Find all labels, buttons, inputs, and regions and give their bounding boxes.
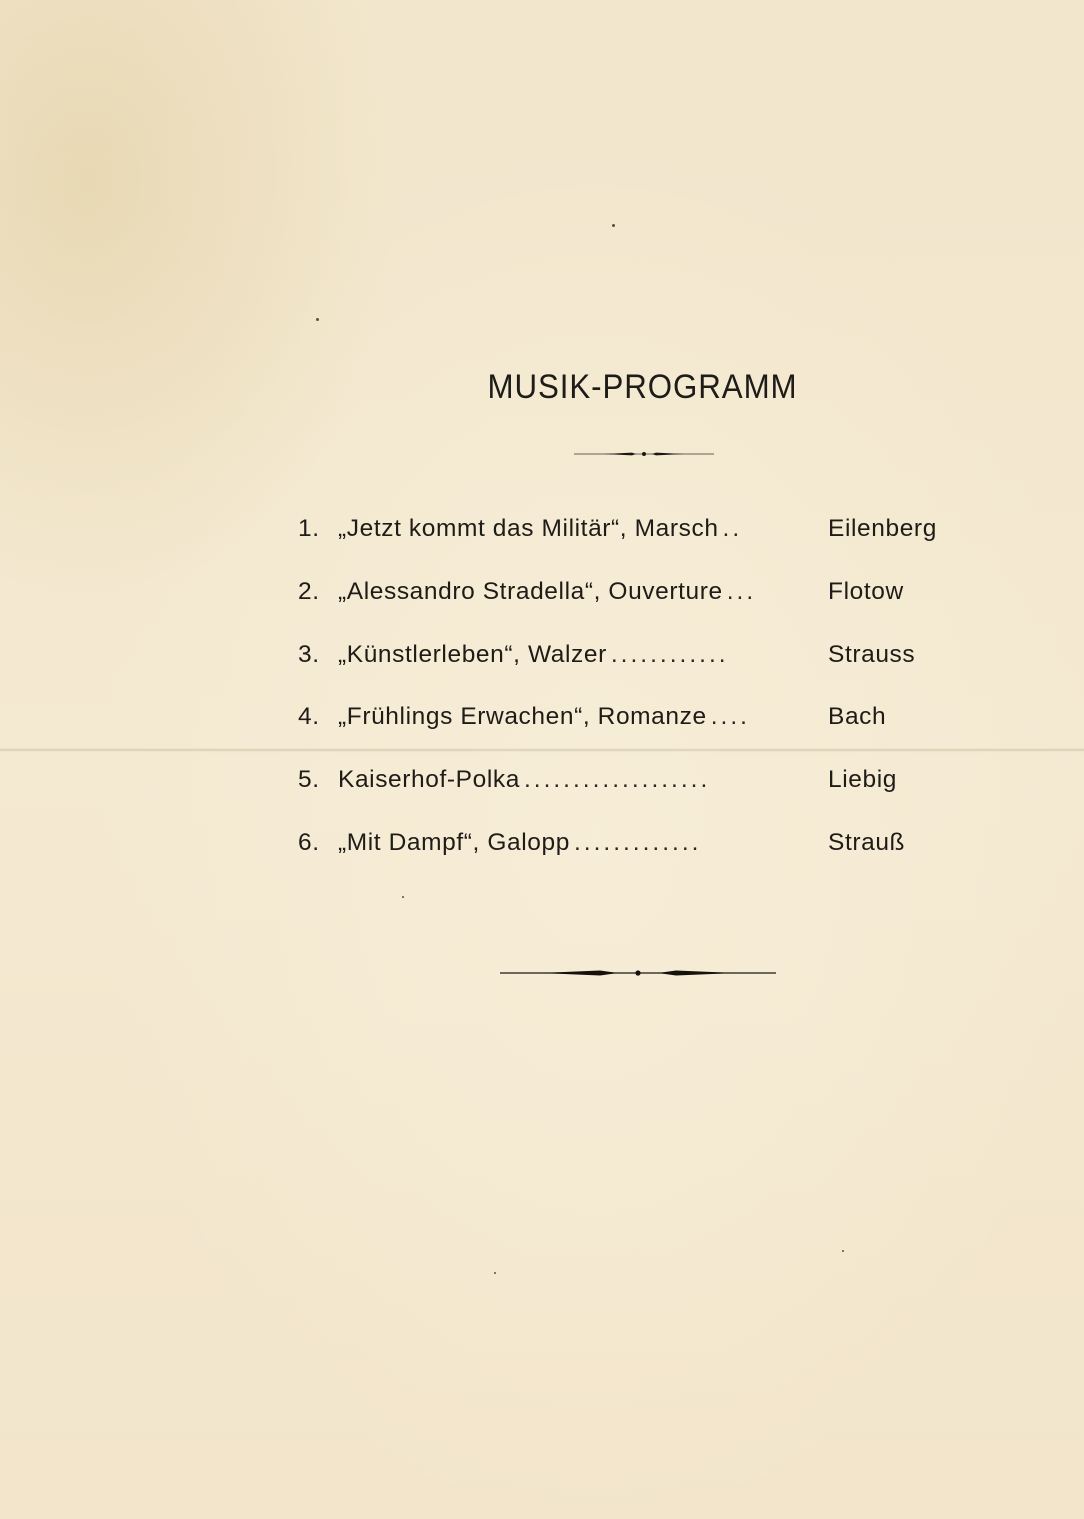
page-title bbox=[0, 368, 1084, 407]
item-composer: Liebig bbox=[828, 766, 897, 794]
item-leader-dots: ................... bbox=[523, 766, 711, 794]
program-item-6 bbox=[298, 829, 958, 892]
item-piece: Kaiserhof-Polka bbox=[338, 766, 520, 794]
item-piece: „Künstlerleben“, Walzer bbox=[338, 640, 607, 668]
item-piece: „Jetzt kommt das Militär“, Marsch bbox=[338, 515, 719, 542]
item-number: 4. bbox=[298, 703, 320, 731]
item-leader-dots: ............. bbox=[573, 828, 702, 856]
item-leader-dots: .. bbox=[722, 515, 743, 542]
item-number: 5. bbox=[298, 766, 320, 794]
paper-speck bbox=[494, 1272, 496, 1274]
item-number: 1. bbox=[298, 515, 320, 542]
program-list bbox=[298, 515, 958, 892]
large-divider-ornament bbox=[500, 963, 776, 983]
item-composer: Eilenberg bbox=[828, 515, 937, 542]
item-number: 2. bbox=[298, 577, 320, 605]
paper-speck bbox=[842, 1250, 844, 1252]
page-title-text: MUSIK-PROGRAMM bbox=[486, 368, 798, 406]
item-composer: Bach bbox=[828, 703, 887, 731]
item-leader-dots: ... bbox=[726, 577, 757, 605]
small-divider-ornament bbox=[574, 447, 714, 461]
paper-speck bbox=[402, 896, 404, 898]
paper-speck bbox=[612, 224, 615, 227]
program-item-4 bbox=[298, 703, 958, 766]
paper-speck bbox=[316, 318, 319, 321]
item-leader-dots: .... bbox=[710, 703, 750, 731]
program-item-2 bbox=[298, 578, 958, 641]
program-item-5 bbox=[298, 766, 958, 829]
item-piece: „Alessandro Stradella“, Ouverture bbox=[338, 577, 723, 605]
program-item-1 bbox=[298, 515, 958, 578]
item-leader-dots: ............ bbox=[610, 640, 729, 668]
item-number: 3. bbox=[298, 640, 320, 668]
item-composer: Strauß bbox=[828, 828, 906, 856]
item-number: 6. bbox=[298, 828, 320, 856]
item-piece: „Frühlings Erwachen“, Romanze bbox=[338, 703, 707, 731]
program-item-3 bbox=[298, 641, 958, 704]
item-piece: „Mit Dampf“, Galopp bbox=[338, 828, 570, 856]
item-composer: Strauss bbox=[828, 640, 916, 668]
item-composer: Flotow bbox=[828, 577, 904, 605]
